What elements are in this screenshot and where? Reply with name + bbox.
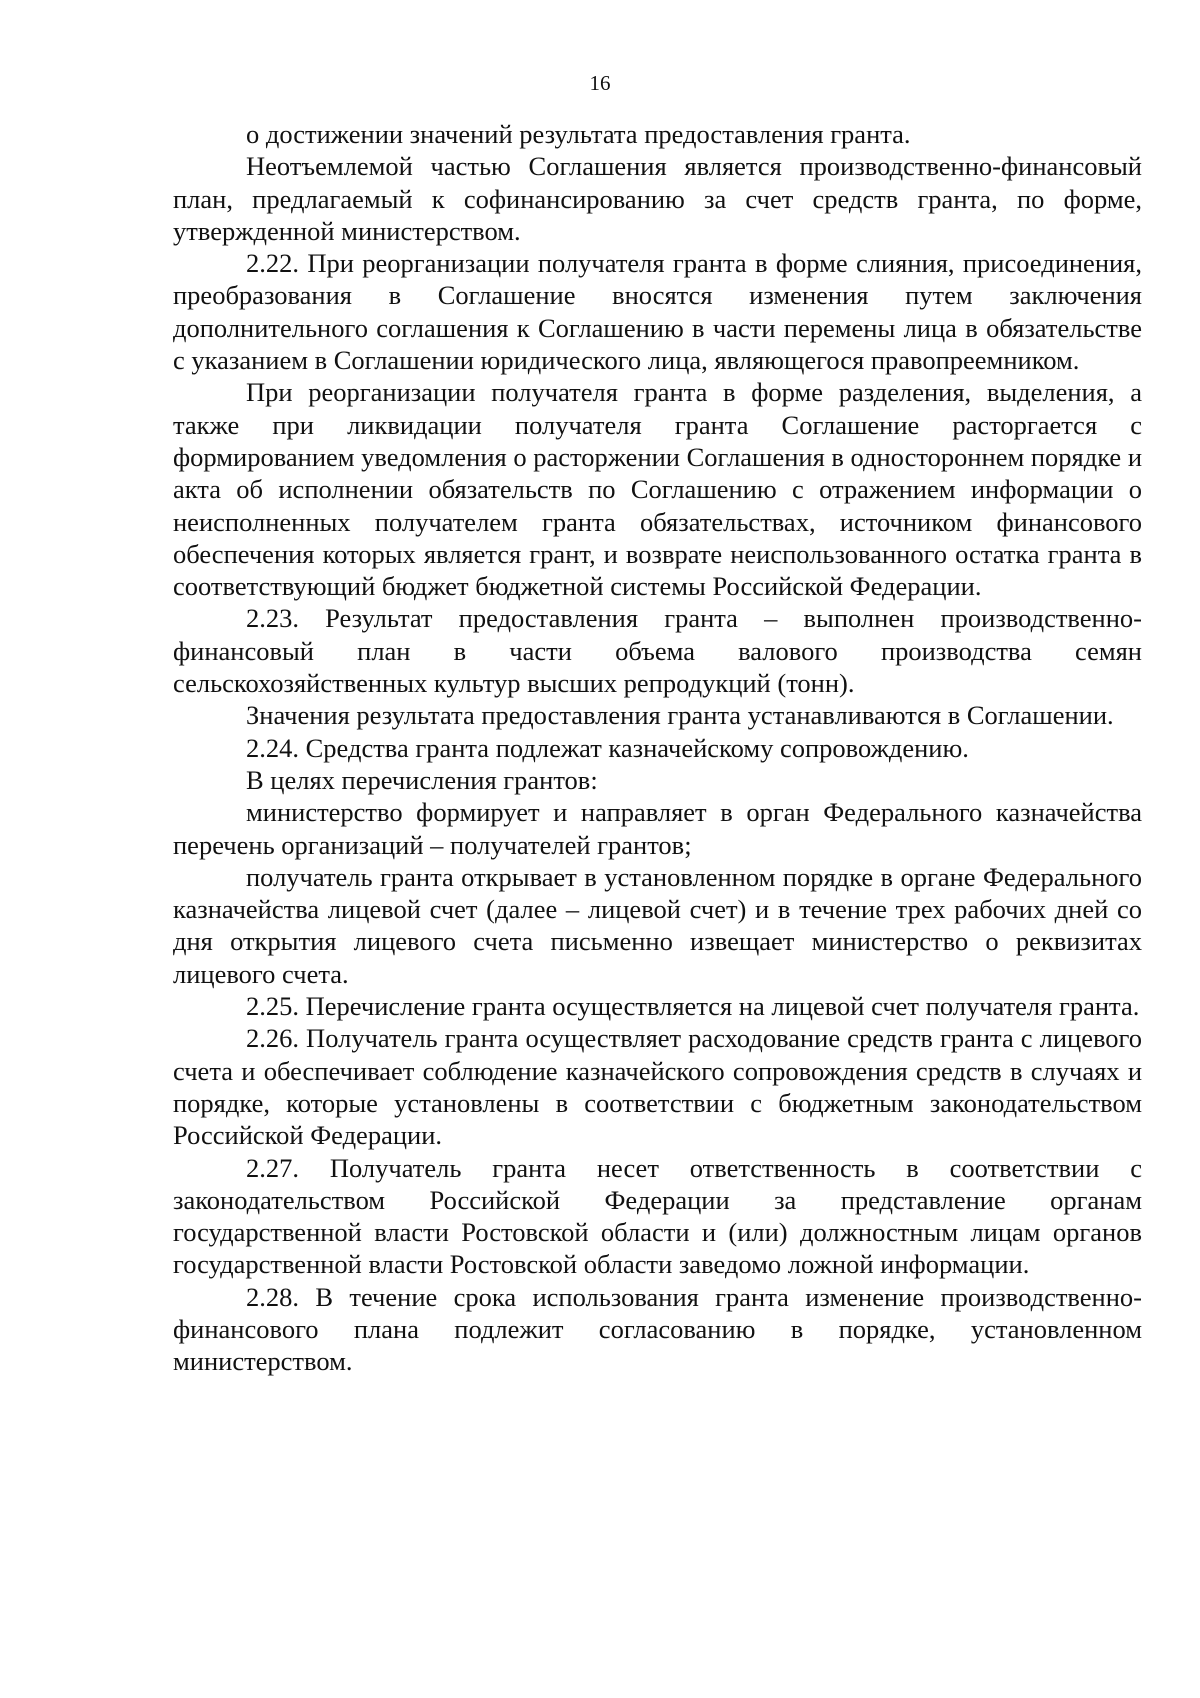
paragraph: При реорганизации получателя гранта в форме разделения, выделения, а также при ликвидации получателя гранта Соглашение расторгается с формированием уведомления о расторжении Соглашения в одностороннем порядке и акта об исполнении обязательств по Соглашению с отражением информации о неисполненных получателем гранта обязательствах, источником финансового обеспечения которых является грант, и возврате неиспользованного остатка гранта в соответствующий бюджет бюджетной системы Российской Федерации. xyxy=(173,377,1142,602)
paragraph: 2.23. Результат предоставления гранта – выполнен производственно-финансовый план в части объема валового производства семян сельскохозяйственных культур высших репродукций (тонн). xyxy=(173,603,1142,699)
paragraph: В целях перечисления грантов: xyxy=(246,764,598,795)
page-number: 16 xyxy=(589,71,611,95)
paragraph: о достижении значений результата предоставления гранта. xyxy=(246,119,911,149)
paragraph: 2.25. Перечисление гранта осуществляется на лицевой счет получателя гранта. xyxy=(246,991,1140,1022)
paragraph: 2.22. При реорганизации получателя гранта в форме слияния, присоединения, преобразования в Соглашение вносятся изменения путем заключения дополнительного соглашения к Соглашению в части перемены лица в обязательстве с указанием в Соглашении юридического лица, являющегося правопреемником. xyxy=(173,248,1142,376)
paragraph: министерство формирует и направляет в орган Федерального казначейства перечень организаций – получателей грантов; xyxy=(173,797,1142,860)
paragraph: получатель гранта открывает в установленном порядке в органе Федерального казначейства лицевой счет (далее – лицевой счет) и в течение трех рабочих дней со дня открытия лицевого счета письменно извещает министерство о реквизитах лицевого счета. xyxy=(173,861,1142,989)
paragraph: 2.28. В течение срока использования гранта изменение производственно-финансового плана подлежит согласованию в порядке, установленном министерством. xyxy=(173,1281,1142,1377)
paragraph: Неотъемлемой частью Соглашения является производственно-финансовый план, предлагаемый к софинансированию за счет средств гранта, по форме, утвержденной министерством. xyxy=(173,151,1142,246)
paragraph: Значения результата предоставления гранта устанавливаются в Соглашении. xyxy=(246,700,1114,731)
paragraph: 2.27. Получатель гранта несет ответственность в соответствии с законодательством Российской Федерации за представление органам государственной власти Ростовской области и (или) должностным лицам органов государственной власти Ростовской области заведомо ложной информации. xyxy=(173,1152,1142,1280)
paragraph: 2.24. Средства гранта подлежат казначейскому сопровождению. xyxy=(246,732,969,763)
document-body xyxy=(173,118,1142,1378)
paragraph: 2.26. Получатель гранта осуществляет расходование средств гранта с лицевого счета и обеспечивает соблюдение казначейского сопровождения средств в случаях и порядке, которые установлены в соответствии с бюджетным законодательством Российской Федерации. xyxy=(173,1023,1142,1151)
